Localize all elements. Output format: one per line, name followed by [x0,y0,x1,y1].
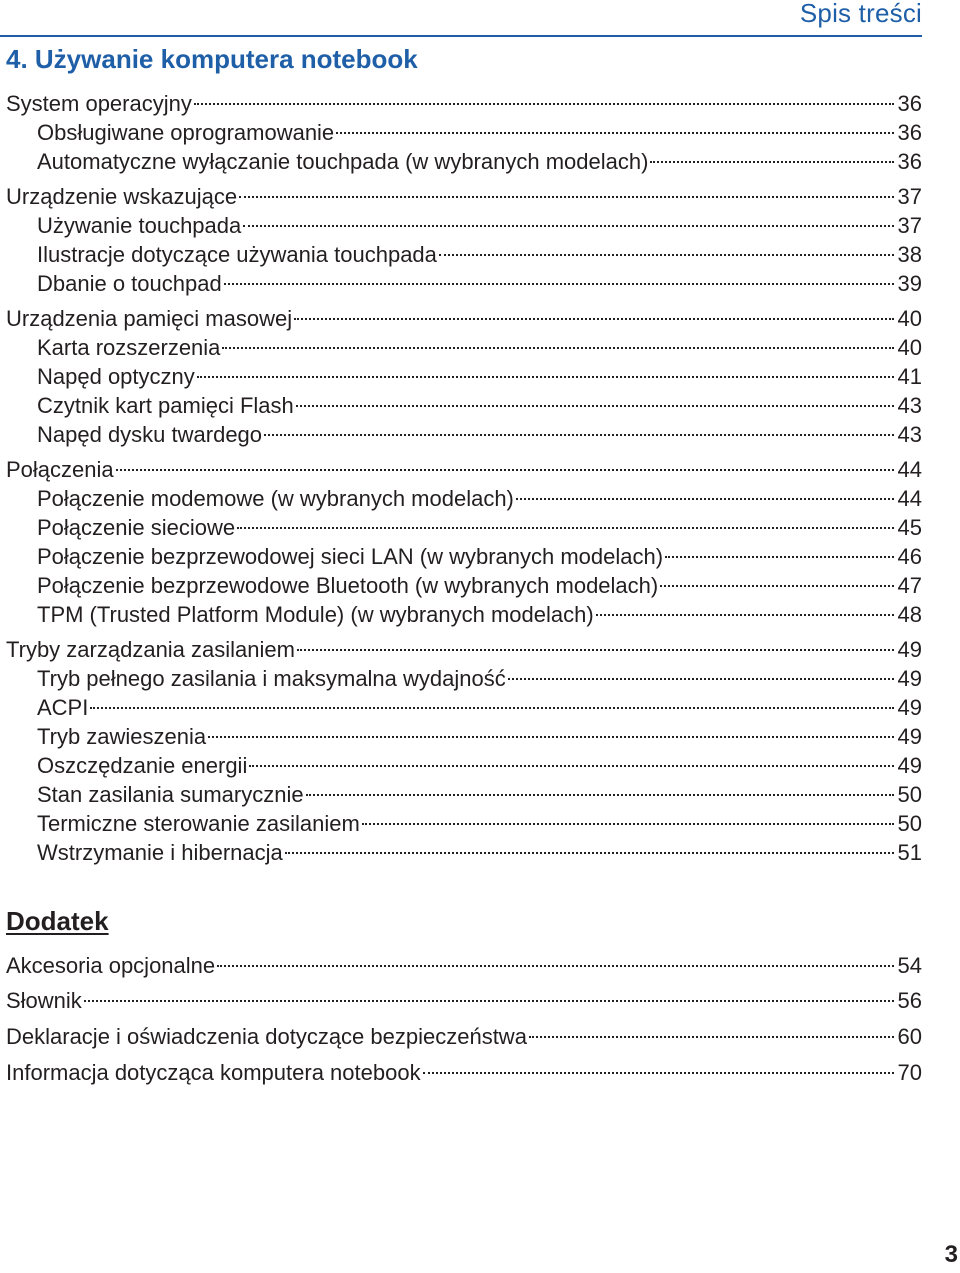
toc-entry[interactable] [6,182,922,211]
dot-leader [362,823,894,825]
toc-entry-label: Używanie touchpada [37,213,242,238]
toc-entry-page: 60 [897,1024,922,1049]
toc-entry-page: 70 [897,1060,922,1085]
toc-entry[interactable] [6,986,922,1015]
toc-entry-page: 49 [897,695,922,720]
toc-entry-page: 40 [897,306,922,331]
toc-entry-label: Połączenia [6,457,114,482]
dot-leader [217,965,893,967]
toc-entry-label: Deklaracje i oświadczenia dotyczące bezpieczeństwa [6,1024,527,1049]
dot-leader [197,376,894,378]
dot-leader [243,225,893,227]
dot-leader [665,556,893,558]
toc-entry-page: 54 [897,953,922,978]
toc-entry-page: 50 [897,811,922,836]
toc-entry-page: 44 [897,486,922,511]
dot-leader [650,161,893,163]
toc-entry-label: Akcesoria opcjonalne [6,953,216,978]
toc-entry-page: 47 [897,573,922,598]
section-title-dodatek: Dodatek [6,906,109,936]
toc-entry-label: Wstrzymanie i hibernacja [37,840,283,865]
dot-leader [336,132,893,134]
dot-leader [508,678,894,680]
dot-leader [297,649,894,651]
toc-entry-page: 40 [897,335,922,360]
toc-entry[interactable] [6,1022,922,1051]
toc-entry-page: 36 [897,149,922,174]
toc-entry[interactable] [37,240,922,269]
dot-leader [294,318,893,320]
toc-entry-label: Termiczne sterowanie zasilaniem [37,811,360,836]
dot-leader [208,736,893,738]
toc-entry-label: Połączenie bezprzewodowej sieci LAN (w wybranych modelach) [37,544,664,569]
dot-leader [285,852,894,854]
toc-entry-page: 44 [897,457,922,482]
toc-entry[interactable] [37,147,922,176]
dot-leader [116,469,894,471]
dot-leader [90,707,893,709]
toc-entry[interactable] [37,664,922,693]
dot-leader [222,347,893,349]
toc-entry[interactable] [37,809,922,838]
toc-entry-label: Napęd optyczny [37,364,195,389]
toc-entry-label: Napęd dysku twardego [37,422,263,447]
toc-entry-label: Tryby zarządzania zasilaniem [6,637,295,662]
dot-leader [516,498,894,500]
toc-entry[interactable] [37,780,922,809]
dot-leader [306,794,894,796]
section-title-chapter-4: 4. Używanie komputera notebook [6,44,418,74]
toc-entry-page: 48 [897,602,922,627]
dot-leader [596,614,894,616]
toc-entry-label: System operacyjny [6,91,192,116]
toc-entry[interactable] [6,455,922,484]
header-rule [0,35,922,37]
dot-leader [423,1072,894,1074]
toc-entry-page: 43 [897,422,922,447]
toc-entry[interactable] [37,391,922,420]
toc-entry[interactable] [37,118,922,147]
toc-entry[interactable] [37,513,922,542]
toc-entry-page: 46 [897,544,922,569]
toc-entry-page: 49 [897,724,922,749]
dot-leader [296,405,894,407]
toc-entry-page: 37 [897,184,922,209]
toc-entry[interactable] [6,89,922,118]
toc-entry[interactable] [6,304,922,333]
toc-entry-page: 49 [897,637,922,662]
toc-entry[interactable] [37,484,922,513]
toc-entry[interactable] [37,211,922,240]
toc-entry[interactable] [37,722,922,751]
toc-entry[interactable] [37,269,922,298]
toc-entry-label: Słownik [6,988,82,1013]
dot-leader [264,434,893,436]
dot-leader [84,1000,894,1002]
dot-leader [660,585,893,587]
toc-entry-page: 38 [897,242,922,267]
toc-entry-label: TPM (Trusted Platform Module) (w wybranych modelach) [37,602,594,627]
toc-entry-label: Połączenie sieciowe [37,515,236,540]
toc-entry-label: Tryb zawieszenia [37,724,207,749]
toc-entry[interactable] [37,693,922,722]
toc-entry-label: Urządzenia pamięci masowej [6,306,293,331]
toc-entry[interactable] [37,751,922,780]
toc-entry[interactable] [37,600,922,629]
toc-entry-label: Połączenie bezprzewodowe Bluetooth (w wybranych modelach) [37,573,659,598]
toc-entry-page: 36 [897,120,922,145]
toc-entry-label: Tryb pełnego zasilania i maksymalna wydajność [37,666,506,691]
toc-entry[interactable] [37,333,922,362]
toc-entry[interactable] [37,362,922,391]
toc-entry-label: Stan zasilania sumarycznie [37,782,304,807]
toc-entry-label: Karta rozszerzenia [37,335,221,360]
dot-leader [439,254,894,256]
toc-entry-page: 41 [897,364,922,389]
toc-entry[interactable] [6,951,922,980]
toc-entry-label: Automatyczne wyłączanie touchpada (w wybranych modelach) [37,149,649,174]
toc-entry-label: Urządzenie wskazujące [6,184,238,209]
toc-entry-label: Dbanie o touchpad [37,271,222,296]
toc-entry-page: 37 [897,213,922,238]
toc-entry-page: 50 [897,782,922,807]
toc-entry-label: Informacja dotycząca komputera notebook [6,1060,421,1085]
toc-entry-label: Obsługiwane oprogramowanie [37,120,335,145]
dot-leader [239,196,893,198]
toc-entry-page: 51 [897,840,922,865]
toc-entry-page: 36 [897,91,922,116]
toc-entry[interactable] [6,1058,922,1087]
page-number: 3 [944,1241,958,1268]
dot-leader [194,103,894,105]
dot-leader [249,765,893,767]
toc-entry-label: Połączenie modemowe (w wybranych modelach) [37,486,514,511]
dot-leader [529,1036,894,1038]
toc-entry-page: 45 [897,515,922,540]
toc-entry-page: 43 [897,393,922,418]
toc-entry-page: 56 [897,988,922,1013]
toc-entry-label: Oszczędzanie energii [37,753,248,778]
toc-entry[interactable] [6,635,922,664]
dot-leader [224,283,894,285]
dot-leader [237,527,893,529]
toc-entry-page: 39 [897,271,922,296]
toc-entry[interactable] [37,542,922,571]
toc-entry[interactable] [37,838,922,867]
toc-entry-page: 49 [897,753,922,778]
toc-entry-page: 49 [897,666,922,691]
toc-entry-label: Czytnik kart pamięci Flash [37,393,294,418]
toc-entry-label: Ilustracje dotyczące używania touchpada [37,242,437,267]
toc-entry[interactable] [37,420,922,449]
toc-entry-label: ACPI [37,695,89,720]
header-title: Spis treści [799,0,922,28]
toc-entry[interactable] [37,571,922,600]
